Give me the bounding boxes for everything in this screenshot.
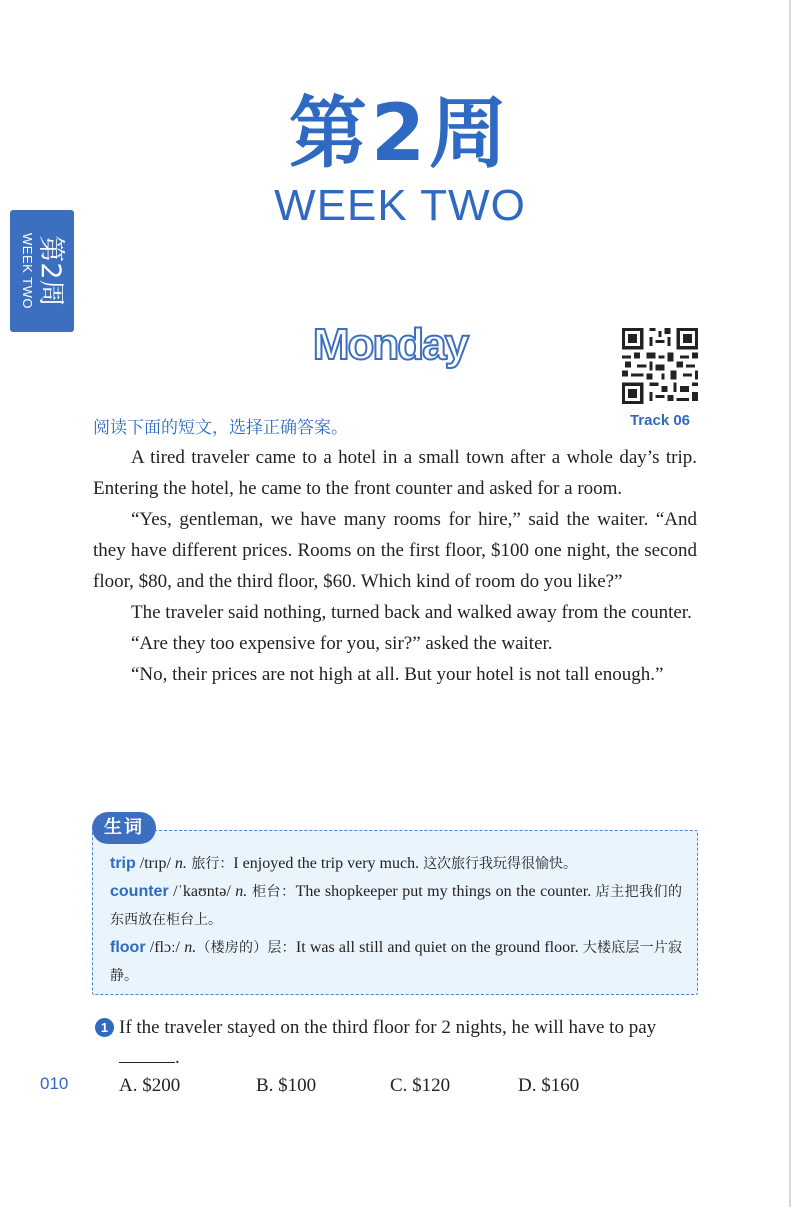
story-paragraph: The traveler said nothing, turned back and walked away from the counter. — [131, 602, 692, 623]
vocab-example: The shopkeeper put my things on the counter. — [295, 883, 596, 900]
story-paragraph: “Yes, gentleman, we have many rooms for hire,” said the waiter. “And they have different prices. Rooms on the first floor, $100 one night, the second floor, $80, and the third floor, $60. Which kind of room do you like?” — [93, 509, 697, 592]
story-passage — [93, 442, 697, 690]
vocab-meaning: （楼房的）层： — [196, 940, 296, 956]
vocab-phonetic: /trɪp/ — [135, 855, 175, 872]
day-title: Monday — [312, 320, 468, 369]
vocab-item-counter — [110, 878, 682, 934]
vocab-translation: 这次旅行我玩得很愉快。 — [423, 856, 578, 872]
vocab-translation: 店主把我们的东西放在柜台上。 — [110, 884, 682, 928]
week-title-en: WEEK TWO — [274, 181, 526, 230]
vocab-meaning: 旅行： — [186, 856, 234, 872]
page-number: 010 — [40, 1074, 69, 1093]
instruction-text: 阅读下面的短文，选择正确答案。 — [93, 418, 348, 438]
vocab-item-floor — [110, 934, 682, 990]
week-title-cn: 第2周 — [288, 89, 512, 179]
vocab-pos: n. — [184, 939, 197, 956]
story-paragraph: “No, their prices are not high at all. But your hotel is not tall enough.” — [131, 664, 664, 685]
vocab-badge: 生词 — [92, 812, 156, 844]
vocab-word: trip — [110, 855, 136, 872]
vocab-item-trip — [110, 850, 682, 878]
option-d[interactable]: D. $160 — [518, 1075, 580, 1096]
vocab-example: It was all still and quiet on the ground floor. — [295, 939, 583, 956]
side-tab-en: WEEK TWO — [20, 233, 35, 309]
side-tab-cn: 第2周 — [35, 235, 66, 307]
vocab-phonetic: /flɔː/ — [145, 939, 185, 956]
blank-period: . — [175, 1047, 180, 1068]
question-text: If the traveler stayed on the third floor for 2 nights, he will have to pay — [119, 1017, 657, 1038]
option-c[interactable]: C. $120 — [390, 1075, 451, 1096]
story-paragraph: A tired traveler came to a hotel in a small town after a whole day’s trip. Entering the hotel, he came to the front counter and asked for a room. — [93, 447, 697, 499]
vocab-word: floor — [110, 939, 146, 956]
vocab-meaning: 柜台： — [247, 884, 296, 900]
story-paragraph: “Are they too expensive for you, sir?” asked the waiter. — [131, 633, 553, 654]
track-label: Track 06 — [629, 412, 691, 429]
vocab-list — [110, 850, 682, 990]
blank-line — [119, 1044, 175, 1063]
vocab-word: counter — [110, 883, 169, 900]
vocab-pos: n. — [174, 855, 187, 872]
vocab-translation: 大楼底层一片寂静。 — [110, 940, 683, 984]
option-b[interactable]: B. $100 — [256, 1075, 317, 1096]
vocab-pos: n. — [235, 883, 248, 900]
vocab-phonetic: /ˈkaʊntə/ — [168, 883, 236, 900]
vocab-example: I enjoyed the trip very much. — [233, 855, 424, 872]
option-a[interactable]: A. $200 — [119, 1075, 181, 1096]
answer-blank — [119, 1044, 180, 1071]
question-number-badge: 1 — [95, 1018, 114, 1037]
qr-code-icon — [622, 328, 698, 404]
